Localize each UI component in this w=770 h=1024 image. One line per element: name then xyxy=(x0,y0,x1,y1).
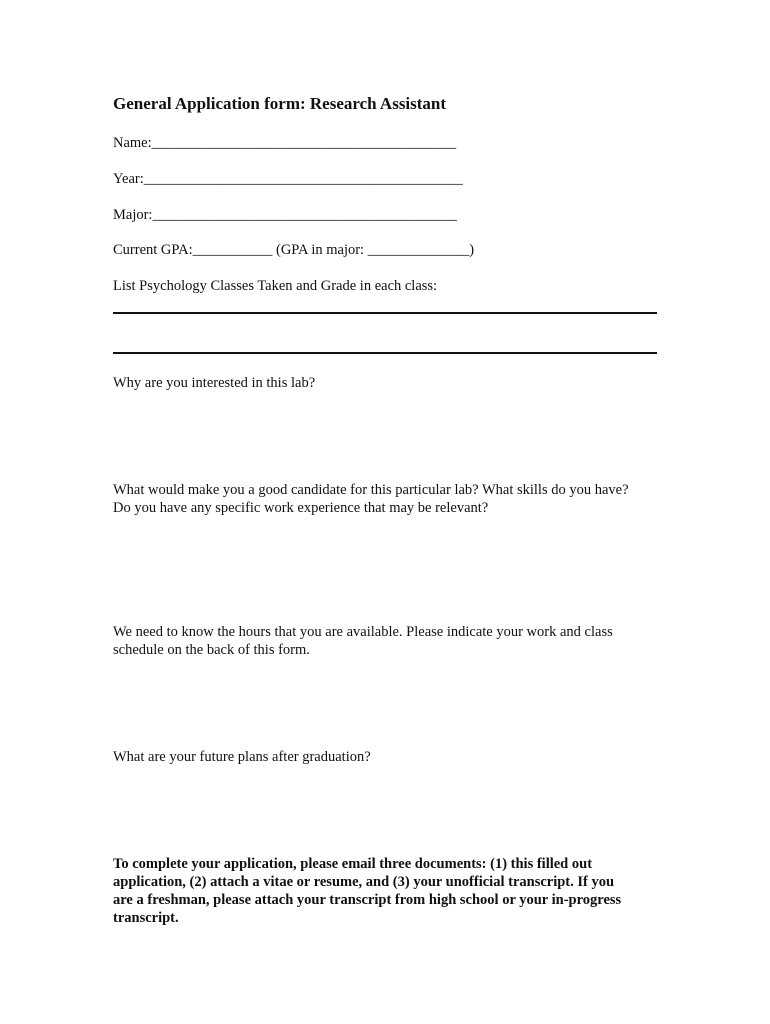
question-hours-line-2: schedule on the back of this form. xyxy=(113,642,310,658)
closing-line-1: To complete your application, please email three documents: (1) this filled out xyxy=(113,856,593,872)
form-title: General Application form: Research Assistant xyxy=(113,94,447,113)
question-future-text: What are your future plans after graduation? xyxy=(113,749,371,765)
question-interest-text: Why are you interested in this lab? xyxy=(113,375,316,391)
question-candidate xyxy=(113,481,673,517)
question-hours-line-1: We need to know the hours that you are available. Please indicate your work and class xyxy=(113,624,613,640)
question-candidate-line-2: Do you have any specific work experience that may be relevant? xyxy=(113,500,489,516)
name-field[interactable]: Name:__________________________________________ xyxy=(113,135,457,151)
classes-answer-line-1[interactable] xyxy=(113,312,657,314)
question-future xyxy=(113,748,673,766)
closing-line-3: are a freshman, please attach your transcript from high school or your in-progress xyxy=(113,892,622,908)
closing-line-2: application, (2) attach a vitae or resume, and (3) your unofficial transcript. If you xyxy=(113,874,615,890)
question-hours xyxy=(113,623,673,659)
gpa-field[interactable]: Current GPA:___________ (GPA in major: ______________) xyxy=(113,242,475,258)
major-field[interactable]: Major:__________________________________________ xyxy=(113,207,457,223)
classes-answer-line-2[interactable] xyxy=(113,352,657,354)
closing-line-4: transcript. xyxy=(113,910,179,926)
closing-instructions xyxy=(113,855,673,927)
question-candidate-line-1: What would make you a good candidate for this particular lab? What skills do you have? xyxy=(113,482,629,498)
classes-prompt: List Psychology Classes Taken and Grade in each class: xyxy=(113,278,438,294)
year-field[interactable]: Year:____________________________________________ xyxy=(113,171,463,187)
question-interest xyxy=(113,374,673,392)
